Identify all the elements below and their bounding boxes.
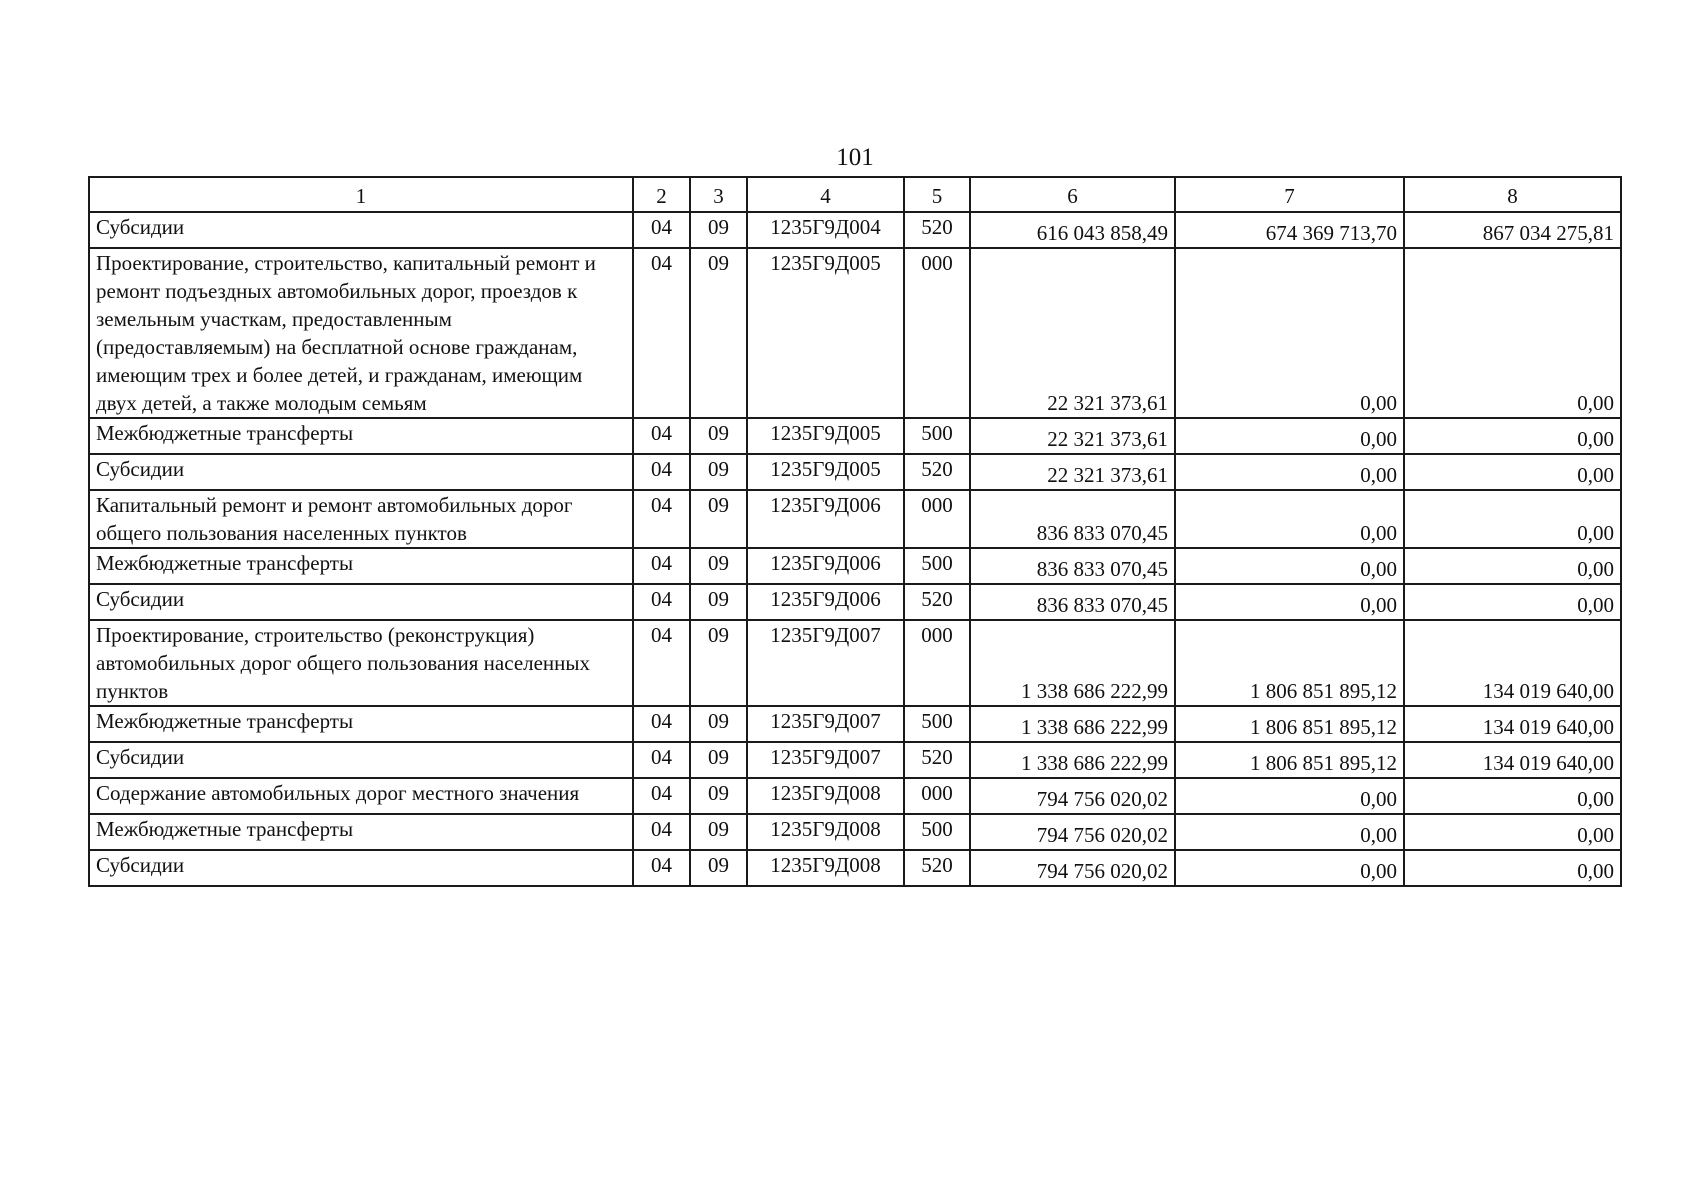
row-name: Субсидии (89, 584, 633, 620)
row-expense-type-code: 500 (904, 418, 970, 454)
row-amount-col8: 0,00 (1404, 778, 1621, 814)
table-row (89, 706, 1621, 742)
row-name: Проектирование, строительство (реконструкция) автомобильных дорог общего пользования населенных пунктов (89, 620, 633, 706)
row-expense-type-code: 500 (904, 814, 970, 850)
row-name: Межбюджетные трансферты (89, 706, 633, 742)
row-name: Субсидии (89, 742, 633, 778)
row-expense-type-code: 520 (904, 212, 970, 248)
table-row (89, 742, 1621, 778)
table-row (89, 490, 1621, 548)
row-amount-col6: 836 833 070,45 (970, 584, 1175, 620)
row-name: Субсидии (89, 454, 633, 490)
budget-table (88, 176, 1622, 887)
row-amount-col8: 0,00 (1404, 548, 1621, 584)
row-section-code: 04 (633, 814, 690, 850)
row-amount-col6: 22 321 373,61 (970, 454, 1175, 490)
row-section-code: 04 (633, 620, 690, 706)
table-row (89, 418, 1621, 454)
row-amount-col7: 0,00 (1175, 548, 1404, 584)
row-expense-type-code: 520 (904, 742, 970, 778)
row-expense-type-code: 520 (904, 454, 970, 490)
row-amount-col6: 794 756 020,02 (970, 850, 1175, 886)
column-header-3: 3 (690, 177, 747, 212)
row-section-code: 04 (633, 778, 690, 814)
row-amount-col7: 1 806 851 895,12 (1175, 620, 1404, 706)
table-row (89, 850, 1621, 886)
row-amount-col8: 867 034 275,81 (1404, 212, 1621, 248)
row-section-code: 04 (633, 850, 690, 886)
row-amount-col7: 1 806 851 895,12 (1175, 742, 1404, 778)
row-amount-col6: 616 043 858,49 (970, 212, 1175, 248)
row-amount-col8: 0,00 (1404, 850, 1621, 886)
row-amount-col7: 674 369 713,70 (1175, 212, 1404, 248)
row-subsection-code: 09 (690, 454, 747, 490)
row-target-article-code: 1235Г9Д005 (747, 454, 904, 490)
row-section-code: 04 (633, 490, 690, 548)
row-amount-col6: 1 338 686 222,99 (970, 742, 1175, 778)
row-expense-type-code: 520 (904, 584, 970, 620)
row-section-code: 04 (633, 742, 690, 778)
row-amount-col7: 0,00 (1175, 418, 1404, 454)
table-row (89, 212, 1621, 248)
row-expense-type-code: 000 (904, 248, 970, 418)
row-section-code: 04 (633, 454, 690, 490)
table-row (89, 814, 1621, 850)
row-name: Межбюджетные трансферты (89, 548, 633, 584)
row-target-article-code: 1235Г9Д006 (747, 548, 904, 584)
row-expense-type-code: 000 (904, 490, 970, 548)
row-subsection-code: 09 (690, 418, 747, 454)
page-number: 101 (836, 144, 874, 171)
column-header-5: 5 (904, 177, 970, 212)
row-amount-col6: 836 833 070,45 (970, 490, 1175, 548)
row-amount-col6: 794 756 020,02 (970, 814, 1175, 850)
row-amount-col7: 0,00 (1175, 454, 1404, 490)
row-subsection-code: 09 (690, 212, 747, 248)
row-section-code: 04 (633, 706, 690, 742)
row-target-article-code: 1235Г9Д004 (747, 212, 904, 248)
row-expense-type-code: 000 (904, 620, 970, 706)
row-name: Проектирование, строительство, капитальный ремонт и ремонт подъездных автомобильных дорог, проездов к земельным участкам, предоставленным (предоставляемым) на бесплатной основе гражданам, имеющим трех и более детей, и гражданам, имеющим двух детей, а также молодым семьям (89, 248, 633, 418)
row-section-code: 04 (633, 248, 690, 418)
row-amount-col6: 1 338 686 222,99 (970, 620, 1175, 706)
row-name: Содержание автомобильных дорог местного значения (89, 778, 633, 814)
row-target-article-code: 1235Г9Д007 (747, 620, 904, 706)
row-name: Субсидии (89, 850, 633, 886)
row-amount-col7: 0,00 (1175, 584, 1404, 620)
row-amount-col7: 0,00 (1175, 248, 1404, 418)
column-header-8: 8 (1404, 177, 1621, 212)
row-section-code: 04 (633, 418, 690, 454)
row-subsection-code: 09 (690, 814, 747, 850)
row-amount-col6: 794 756 020,02 (970, 778, 1175, 814)
row-amount-col7: 1 806 851 895,12 (1175, 706, 1404, 742)
row-name: Межбюджетные трансферты (89, 418, 633, 454)
row-target-article-code: 1235Г9Д008 (747, 814, 904, 850)
row-name: Межбюджетные трансферты (89, 814, 633, 850)
table-row (89, 778, 1621, 814)
row-section-code: 04 (633, 548, 690, 584)
row-expense-type-code: 500 (904, 548, 970, 584)
row-target-article-code: 1235Г9Д005 (747, 418, 904, 454)
row-amount-col8: 134 019 640,00 (1404, 742, 1621, 778)
row-subsection-code: 09 (690, 706, 747, 742)
table-body (89, 212, 1621, 886)
table-row (89, 548, 1621, 584)
row-target-article-code: 1235Г9Д006 (747, 490, 904, 548)
row-subsection-code: 09 (690, 548, 747, 584)
column-header-4: 4 (747, 177, 904, 212)
row-amount-col8: 134 019 640,00 (1404, 620, 1621, 706)
row-amount-col6: 836 833 070,45 (970, 548, 1175, 584)
row-subsection-code: 09 (690, 850, 747, 886)
row-target-article-code: 1235Г9Д005 (747, 248, 904, 418)
column-header-6: 6 (970, 177, 1175, 212)
row-subsection-code: 09 (690, 490, 747, 548)
row-target-article-code: 1235Г9Д008 (747, 850, 904, 886)
row-amount-col8: 0,00 (1404, 454, 1621, 490)
row-subsection-code: 09 (690, 584, 747, 620)
row-subsection-code: 09 (690, 248, 747, 418)
row-expense-type-code: 000 (904, 778, 970, 814)
row-amount-col8: 0,00 (1404, 584, 1621, 620)
row-expense-type-code: 520 (904, 850, 970, 886)
row-target-article-code: 1235Г9Д006 (747, 584, 904, 620)
row-target-article-code: 1235Г9Д007 (747, 706, 904, 742)
row-amount-col7: 0,00 (1175, 490, 1404, 548)
row-amount-col6: 1 338 686 222,99 (970, 706, 1175, 742)
row-subsection-code: 09 (690, 778, 747, 814)
row-amount-col6: 22 321 373,61 (970, 418, 1175, 454)
row-name: Субсидии (89, 212, 633, 248)
row-amount-col6: 22 321 373,61 (970, 248, 1175, 418)
row-target-article-code: 1235Г9Д008 (747, 778, 904, 814)
row-amount-col8: 0,00 (1404, 490, 1621, 548)
row-amount-col8: 0,00 (1404, 418, 1621, 454)
table-row (89, 248, 1621, 418)
row-amount-col7: 0,00 (1175, 850, 1404, 886)
row-subsection-code: 09 (690, 742, 747, 778)
table-row (89, 584, 1621, 620)
row-amount-col7: 0,00 (1175, 814, 1404, 850)
table-row (89, 620, 1621, 706)
header-row (89, 177, 1621, 212)
row-section-code: 04 (633, 212, 690, 248)
row-name: Капитальный ремонт и ремонт автомобильных дорог общего пользования населенных пунктов (89, 490, 633, 548)
row-section-code: 04 (633, 584, 690, 620)
table-row (89, 454, 1621, 490)
row-amount-col8: 0,00 (1404, 248, 1621, 418)
row-expense-type-code: 500 (904, 706, 970, 742)
row-amount-col7: 0,00 (1175, 778, 1404, 814)
row-target-article-code: 1235Г9Д007 (747, 742, 904, 778)
column-header-7: 7 (1175, 177, 1404, 212)
column-header-1: 1 (89, 177, 633, 212)
row-subsection-code: 09 (690, 620, 747, 706)
row-amount-col8: 134 019 640,00 (1404, 706, 1621, 742)
column-header-2: 2 (633, 177, 690, 212)
row-amount-col8: 0,00 (1404, 814, 1621, 850)
